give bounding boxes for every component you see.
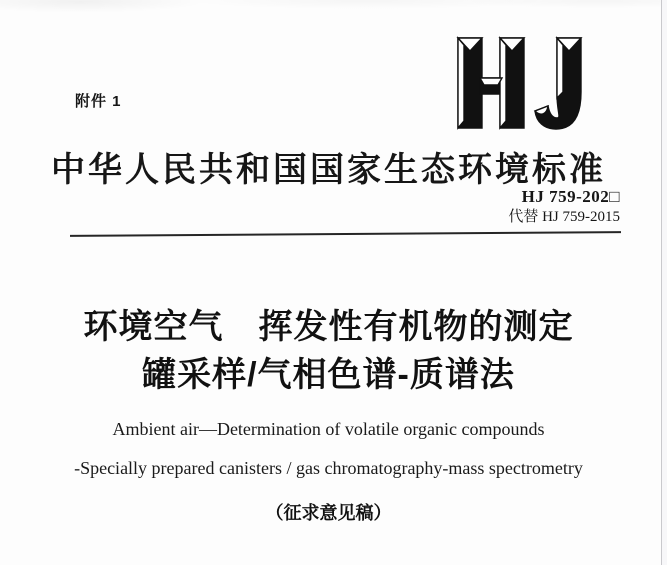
title-chinese (0, 303, 657, 399)
hj-logo (453, 34, 593, 132)
standard-number: HJ 759-202□ (521, 187, 620, 206)
attachment-label: 附件 1 (75, 93, 122, 110)
standard-heading: 中华人民共和国国家生态环境标准 (51, 152, 606, 189)
replaces-note: 代替 HJ 759-2015 (508, 208, 620, 225)
title-english-line2: -Specially prepared canisters / gas chromatography-mass spectrometry (74, 458, 583, 478)
scan-edge-line (661, 0, 662, 565)
draft-note: （征求意见稿） (265, 503, 392, 523)
scan-right-margin (662, 0, 667, 565)
title-english-line1: Ambient air—Determination of volatile organic compounds (112, 419, 545, 439)
title-chinese-line1: 环境空气 挥发性有机物的测定 (83, 308, 574, 346)
standard-number-block (508, 186, 620, 227)
title-chinese-line2: 罐采样/气相色谱-质谱法 (142, 356, 515, 394)
header-rule (70, 231, 621, 237)
